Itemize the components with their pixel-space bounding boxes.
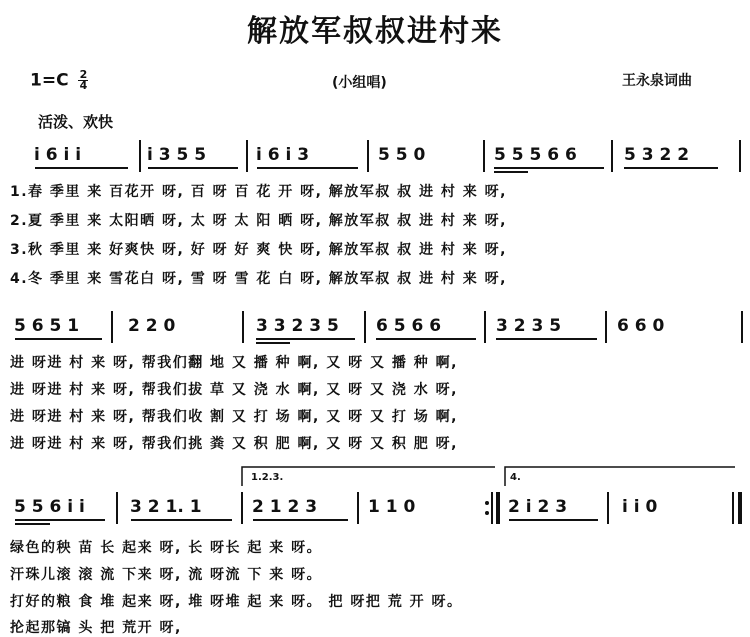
lyric-line: 绿色的秧 苗 长 起来 呀, 长 呀长 起 来 呀。	[10, 540, 323, 556]
lyric-line: 进 呀进 村 来 呀, 帮我们翻 地 又 播 种 啊, 又 呀 又 播 种 啊,	[10, 355, 458, 371]
repeat-dot	[485, 501, 489, 505]
measure: 6 6 0	[617, 316, 665, 336]
tempo-marking: 活泼、欢快	[38, 113, 114, 131]
measure: 2 1 2 3	[252, 497, 318, 517]
measure: 5 5 0	[378, 145, 426, 165]
measure: i 6 i 3	[256, 145, 310, 165]
lyric-line: 2.夏 季里 来 太阳晒 呀, 太 呀 太 阳 晒 呀, 解放军叔 叔 进 村 来 呀,	[10, 213, 507, 229]
lyric-line: 1.春 季里 来 百花开 呀, 百 呀 百 花 开 呀, 解放军叔 叔 进 村 来 呀,	[10, 184, 507, 200]
measure: 5 5 5 6 6	[494, 145, 577, 165]
volta-first-ending: 1.2.3.	[251, 472, 284, 483]
measure: 3 2 3 5	[496, 316, 562, 336]
time-top: 2	[79, 68, 88, 81]
lyric-line: 抡起那镐 头 把 荒开 呀,	[10, 620, 182, 636]
volta-bracket-1	[242, 467, 495, 486]
key-label: 1=C	[30, 70, 69, 91]
measure: i 3 5 5	[147, 145, 207, 165]
measure: 5 5 6 i i	[14, 497, 85, 517]
lyric-line: 进 呀进 村 来 呀, 帮我们挑 粪 又 积 肥 啊, 又 呀 又 积 肥 呀,	[10, 436, 458, 452]
lyric-line: 4.冬 季里 来 雪花白 呀, 雪 呀 雪 花 白 呀, 解放军叔 叔 进 村 来 呀,	[10, 271, 507, 287]
lyric-line: 进 呀进 村 来 呀, 帮我们拔 草 又 浇 水 啊, 又 呀 又 浇 水 呀,	[10, 382, 458, 398]
lyric-line: 进 呀进 村 来 呀, 帮我们收 割 又 打 场 啊, 又 呀 又 打 场 啊,	[10, 409, 458, 425]
song-title: 解放军叔叔进村来	[247, 14, 503, 49]
measure: 6 5 6 6	[376, 316, 442, 336]
time-bottom: 4	[79, 79, 88, 92]
lyric-line: 3.秋 季里 来 好爽快 呀, 好 呀 好 爽 快 呀, 解放军叔 叔 进 村 来 呀,	[10, 242, 507, 258]
measure: i i 0	[622, 497, 658, 517]
measure: i 6 i i	[34, 145, 82, 165]
performance-note: (小组唱)	[332, 75, 387, 91]
lyric-line: 汗珠儿滚 滚 流 下来 呀, 流 呀流 下 来 呀。	[10, 567, 323, 583]
measure: 2 2 0	[128, 316, 176, 336]
lyric-line: 打好的粮 食 堆 起来 呀, 堆 呀堆 起 来 呀。 把 呀把 荒 开 呀。	[10, 594, 463, 610]
volta-bracket-2	[505, 467, 735, 486]
repeat-dot	[485, 511, 489, 515]
composer-credit: 王永泉词曲	[622, 73, 692, 89]
measure: 5 6 5 1	[14, 316, 80, 336]
measure: 5 3 2 2	[624, 145, 690, 165]
volta-second-ending: 4.	[510, 472, 521, 483]
measure: 2 i 2 3	[508, 497, 568, 517]
measure: 1 1 0	[368, 497, 416, 517]
measure: 3 3 2 3 5	[256, 316, 339, 336]
measure: 3 2 1. 1	[130, 497, 202, 517]
